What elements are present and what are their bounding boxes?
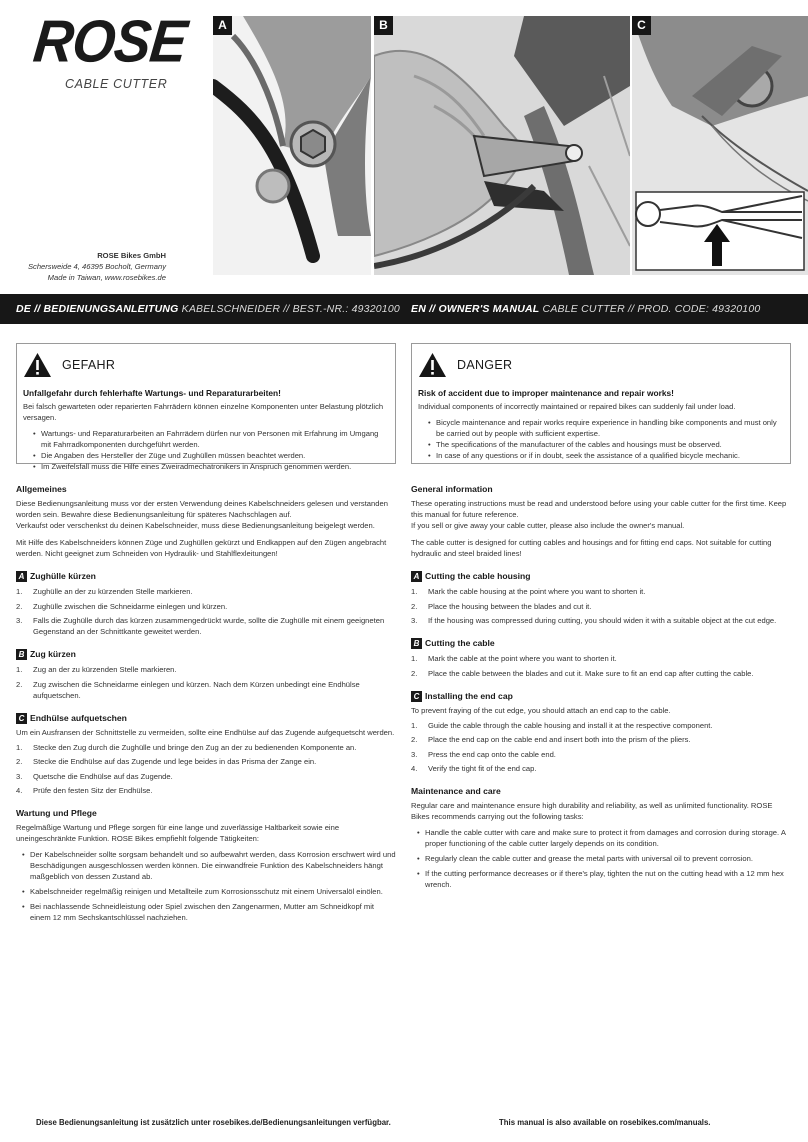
section-title-text: Zug kürzen (30, 649, 76, 659)
care-bullet: • Der Kabelschneider sollte sorgsam behandelt und so aufbewahrt werden, dass Korrosion erschwert wird und Beschädigungen ausgeschlossen werden können. Die einwandfreie Funktion des Kabelschneiders hängt maßgeblich von dessen Zustand ab. (22, 849, 396, 882)
warning-subtitle: Risk of accident due to improper maintenance and repair works! (418, 388, 674, 398)
section-badge: B (411, 638, 422, 649)
step-number: 1. (411, 587, 418, 596)
step-item (16, 742, 396, 753)
paragraph (411, 498, 791, 531)
section-title-c (411, 691, 791, 702)
paragraph-text: Verkaufst oder verschenkst du deinen Kabelschneider, muss diese Bedienungsanleitung beigelegt werden. (16, 521, 375, 530)
step-number: 2. (16, 757, 23, 766)
photo-b (374, 16, 630, 275)
warning-text: Bei falsch gewarteten oder reparierten Fahrrädern können einzelne Komponenten unter Belastung plötzlich versagen. (23, 402, 384, 422)
step-number: 1. (16, 587, 23, 596)
warning-bullet: • Bicycle maintenance and repair works require experience in handling bike components and must only be carried out by people with sufficient expertise. (428, 417, 784, 439)
step-text: Zughülle an der zu kürzenden Stelle markieren. (33, 587, 193, 596)
company-address: Schersweide 4, 46395 Bocholt, Germany (27, 262, 166, 271)
step-item (16, 664, 396, 675)
section-badge: C (411, 691, 422, 702)
step-text: Zug an der zu kürzenden Stelle markieren. (33, 665, 177, 674)
step-number: 3. (16, 771, 23, 781)
step-text: Press the end cap onto the cable end. (428, 749, 556, 759)
steps-list (411, 586, 791, 626)
step-text: Mark the cable at the point where you want to shorten it. (428, 654, 617, 663)
warning-bullet: • Wartungs- und Reparaturarbeiten an Fahrrädern dürfen nur von Personen mit Erfahrung im Umgang mit Fahrradkomponenten durchgeführt werden. (33, 428, 389, 450)
section-title-text: Zughülle kürzen (30, 571, 96, 581)
company-name: ROSE Bikes GmbH (97, 251, 166, 260)
step-item (16, 756, 396, 767)
warning-bullet: • Die Angaben des Hersteller der Züge und Zughüllen müssen beachtet werden. (33, 450, 389, 461)
warning-title: GEFAHR (62, 357, 116, 372)
section-title-b (411, 638, 791, 649)
paragraph (16, 498, 396, 531)
rose-logo: ROSE (30, 7, 190, 75)
section-badge: C (16, 713, 27, 724)
step-number: 1. (16, 665, 23, 674)
step-number: 4. (16, 786, 23, 795)
step-text: Place the cable between the blades and cut it. Make sure to fit an end cap after cutting the cable. (428, 668, 754, 678)
photo-a-illustration (213, 16, 371, 275)
paragraph-text: To prevent fraying of the cut edge, you should attach an end cap to the cable. (411, 705, 671, 715)
section-title-care: Maintenance and care (411, 786, 501, 796)
step-item (411, 586, 791, 597)
step-item (411, 668, 791, 679)
column-en (411, 343, 791, 890)
section-title-text: Endhülse aufquetschen (30, 712, 127, 723)
step-item (411, 653, 791, 664)
step-item (16, 679, 396, 701)
section-badge: A (16, 571, 27, 582)
photo-b-label: B (374, 16, 393, 35)
step-number: 3. (411, 749, 418, 759)
care-bullet: • If the cutting performance decreases or if there's play, tighten the nut on the cutting head with a 12 mm hex wrench. (417, 868, 791, 890)
care-list (411, 827, 791, 890)
company-info (28, 250, 166, 283)
step-item (411, 763, 791, 774)
care-bullet: • Kabelschneider regelmäßig reinigen und Metallteile zum Korrosionsschutz mit einem Universalöl einölen. (22, 886, 396, 897)
step-item (16, 771, 396, 782)
care-bullet: • Handle the cable cutter with care and make sure to protect it from damages and corrosion during storage. A proper functioning of the cable cutter largely depends on its condition. (417, 827, 791, 849)
title-band (0, 294, 808, 324)
warning-bullet: • Im Zweifelsfall muss die Hilfe eines Zweiradmechatronikers in Anspruch genommen werden. (33, 461, 389, 472)
band-de-bold: DE // BEDIENUNGSANLEITUNG (16, 303, 179, 315)
product-name: CABLE CUTTER (65, 77, 168, 91)
steps-list (16, 742, 396, 797)
step-text: If the housing was compressed during cutting, you should widen it with a suitable object at the cut edge. (428, 616, 777, 625)
step-number: 3. (16, 616, 23, 625)
step-number: 1. (16, 742, 23, 752)
warning-box-en (411, 343, 791, 464)
step-item (16, 615, 396, 637)
step-text: Stecke die Endhülse auf das Zugende und lege beides in das Prisma der Zange ein. (33, 757, 317, 766)
band-en-rest: CABLE CUTTER // PROD. CODE: 49320100 (539, 303, 761, 315)
paragraph-text: The cable cutter is designed for cutting cables and housings and for fitting end caps. Not suitable for cutting hydraulic and steel braided lines! (411, 538, 772, 558)
section-badge: B (16, 649, 27, 660)
warning-bullet: • In case of any questions or if in doubt, seek the assistance of a qualified bicycle mechanic. (428, 450, 784, 461)
step-number: 3. (411, 616, 418, 625)
steps-list (411, 720, 791, 775)
step-number: 1. (411, 654, 418, 663)
section-title-a (411, 571, 791, 582)
care-bullet: • Bei nachlassende Schneidleistung oder Spiel zwischen den Zangenarmen, Mutter am Schneidkopf mit einem 12 mm Sechskantschlüssel nachziehen. (22, 901, 396, 923)
photo-a (213, 16, 371, 275)
band-de (16, 303, 400, 315)
photo-a-label: A (213, 16, 232, 35)
section-title-text: Cutting the cable (425, 638, 495, 648)
step-text: Zug zwischen die Schneidarme einlegen und kürzen. Nach dem Kürzen unbedingt eine Endhülse aufquetschen. (33, 679, 360, 700)
care-bullet: • Regularly clean the cable cutter and grease the metal parts with universal oil to prevent corrosion. (417, 853, 791, 864)
step-number: 1. (411, 720, 418, 730)
step-number: 2. (411, 601, 418, 611)
warning-title: DANGER (457, 357, 513, 372)
paragraph-text: Mit Hilfe des Kabelschneiders können Züge und Zughüllen gekürzt und Endkappen auf den Zügen angebracht werden. Nicht geeignet zum Schneiden von Hydraulik- und Stahlflexleitungen! (16, 538, 387, 558)
section-title-text: Installing the end cap (425, 690, 513, 701)
paragraph-text: Regelmäßige Wartung und Pflege sorgen für eine lange und zuverlässige Haltbarkeit sowie eine uneingeschränkte Funktion. ROSE Bikes empfiehlt folgende Tätigkeiten: (16, 823, 340, 843)
step-item (411, 749, 791, 760)
band-de-rest: KABELSCHNEIDER // BEST.-NR.: 49320100 (178, 303, 400, 315)
section-title-c (16, 713, 396, 724)
column-de (16, 343, 396, 923)
paragraph-text: Um ein Ausfransen der Schnittstelle zu vermeiden, sollte eine Endhülse auf das Zugende aufgequetscht werden. (16, 727, 395, 737)
photo-c (632, 16, 808, 275)
step-item (411, 601, 791, 612)
step-text: Prüfe den festen Sitz der Endhülse. (33, 786, 153, 795)
photo-c-illustration (632, 16, 808, 275)
step-text: Place the housing between the blades and cut it. (428, 601, 592, 611)
step-item (16, 785, 396, 796)
step-text: Stecke den Zug durch die Zughülle und bringe den Zug an der zu bedienenden Komponente an. (33, 742, 357, 752)
step-item (16, 586, 396, 597)
warning-triangle-icon (418, 352, 447, 378)
step-item (411, 615, 791, 626)
photo-c-label: C (632, 16, 651, 35)
footer-en: This manual is also available on rosebikes.com/manuals. (499, 1118, 711, 1127)
step-text: Verify the tight fit of the end cap. (428, 764, 537, 773)
step-item (411, 720, 791, 731)
step-text: Quetsche die Endhülse auf das Zugende. (33, 771, 173, 781)
photo-b-illustration (374, 16, 630, 275)
step-number: 4. (411, 764, 418, 773)
warning-text: Individual components of incorrectly maintained or repaired bikes can suddenly fail under load. (418, 402, 736, 411)
step-number: 2. (411, 668, 418, 678)
step-number: 2. (16, 601, 23, 611)
paragraph-text: These operating instructions must be read and understood before using your cable cutter for the first time. Keep this manual for future reference. (411, 499, 787, 519)
warning-subtitle: Unfallgefahr durch fehlerhafte Wartungs- und Reparaturarbeiten! (23, 388, 281, 398)
warning-bullet: • The specifications of the manufacturer of the cables and housings must be observed. (428, 439, 784, 450)
paragraph-text: Diese Bedienungsanleitung muss vor der ersten Verwendung deines Kabelschneiders gelesen und verstanden worden sein. Bewahre diese Bedienungsanleitung für späteres Nachschlagen auf. (16, 499, 388, 519)
step-text: Falls die Zughülle durch das kürzen zusammengedrückt wurde, sollte die Zughülle mit einem geeigneten Gegenstand an der Schnittkante geweitet werden. (33, 616, 385, 636)
warning-box-de (16, 343, 396, 471)
step-item (411, 734, 791, 745)
step-number: 2. (16, 679, 23, 689)
steps-list (16, 664, 396, 701)
step-text: Place the end cap on the cable end and insert both into the prism of the pliers. (428, 735, 691, 744)
section-title-b (16, 649, 396, 660)
warning-triangle-icon (23, 352, 52, 378)
step-text: Zughülle zwischen die Schneidarme einlegen und kürzen. (33, 601, 228, 611)
care-list (16, 849, 396, 923)
paragraph-text: Regular care and maintenance ensure high durability and reliability, as well as unlimited functionality. ROSE Bikes recommends carrying out the following tasks: (411, 801, 773, 821)
section-title-general: Allgemeines (16, 484, 67, 494)
band-en-bold: EN // OWNER'S MANUAL (411, 303, 540, 315)
paragraph-text: If you sell or give away your cable cutter, please also include the owner's manual. (411, 521, 685, 530)
step-item (16, 601, 396, 612)
step-text: Mark the cable housing at the point where you want to shorten it. (428, 587, 646, 596)
footer-de: Diese Bedienungsanleitung ist zusätzlich unter rosebikes.de/Bedienungsanleitungen verfügbar. (36, 1118, 391, 1127)
step-number: 2. (411, 735, 418, 744)
steps-list (16, 586, 396, 637)
section-title-general: General information (411, 484, 493, 494)
steps-list (411, 653, 791, 679)
section-title-text: Cutting the cable housing (425, 571, 531, 581)
section-title-care: Wartung und Pflege (16, 808, 97, 818)
band-en (411, 303, 760, 315)
step-text: Guide the cable through the cable housing and install it at the respective component. (428, 720, 713, 730)
section-badge: A (411, 571, 422, 582)
section-title-a (16, 571, 396, 582)
company-origin: Made in Taiwan, www.rosebikes.de (47, 273, 166, 282)
